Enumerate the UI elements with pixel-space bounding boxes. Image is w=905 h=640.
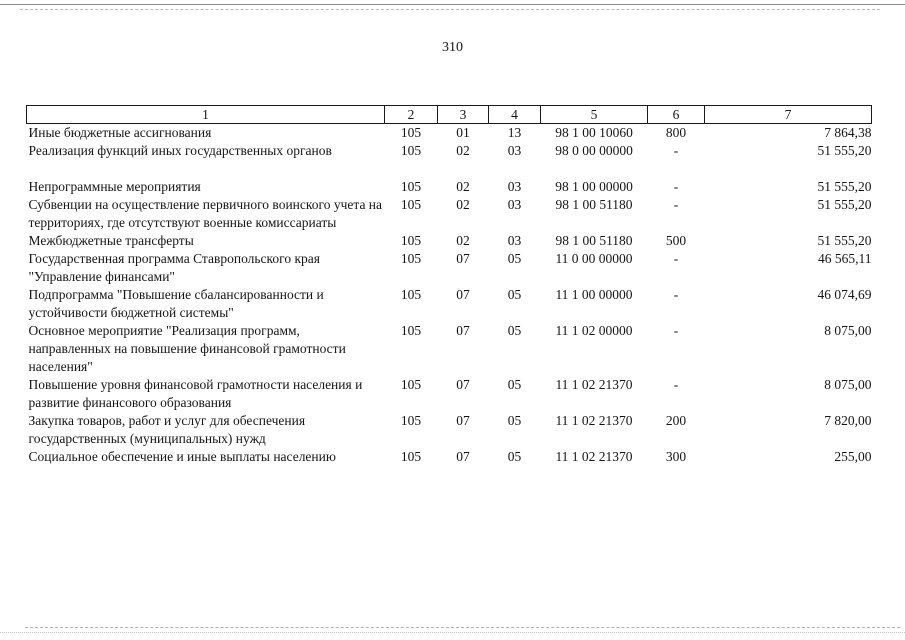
budget-table [26,105,872,466]
column-header-2: 2 [385,106,438,124]
row-name: Подпрограмма "Повышение сбалансированности и устойчивости бюджетной системы" [28,287,324,320]
row-col-6: - [673,197,679,212]
row-col-2: 105 [400,143,422,158]
row-spacer [27,160,872,178]
table-row [27,142,872,160]
row-col-3: 01 [456,125,470,140]
row-col-2: 105 [400,449,422,464]
table-row [27,250,872,286]
row-col-6: - [673,377,679,392]
row-col-2: 105 [400,233,422,248]
row-col-4: 05 [507,449,522,464]
table-row [27,448,872,466]
table-row [27,412,872,448]
row-col-3: 07 [456,413,470,428]
row-col-5: 11 1 02 00000 [555,323,633,338]
row-col-6: - [673,323,679,338]
scan-edge-top-faint [20,9,880,10]
row-amount: 51 555,20 [817,197,872,212]
row-col-3: 07 [456,449,470,464]
row-col-2: 105 [400,179,422,194]
row-col-6: 200 [665,413,687,428]
row-col-3: 07 [456,377,470,392]
row-col-6: - [673,287,679,302]
row-col-5: 11 0 00 00000 [555,251,633,266]
table-row [27,232,872,250]
row-amount: 7 864,38 [824,125,872,140]
row-col-2: 105 [400,287,422,302]
row-col-6: 300 [665,449,687,464]
row-col-2: 105 [400,251,422,266]
row-col-5: 98 1 00 10060 [555,125,633,140]
header-row [27,106,872,124]
row-name: Реализация функций иных государственных органов [28,143,332,158]
row-col-4: 03 [507,233,522,248]
row-col-4: 03 [507,197,522,212]
row-col-2: 105 [400,197,422,212]
row-col-5: 11 1 00 00000 [555,287,633,302]
row-col-3: 07 [456,251,470,266]
row-col-5: 98 1 00 00000 [555,179,633,194]
row-name: Межбюджетные трансферты [28,233,194,248]
row-amount: 8 075,00 [824,323,872,338]
column-header-4: 4 [489,106,541,124]
row-name: Иные бюджетные ассигнования [28,125,212,140]
scan-edge-bottom-faint [0,632,905,633]
row-amount: 46 074,69 [817,287,872,302]
row-name: Субвенции на осуществление первичного воинского учета на территориях, где отсутствуют военные комиссариаты [28,197,383,230]
table-row [27,286,872,322]
scan-edge-top [0,4,905,5]
row-col-4: 05 [507,377,522,392]
row-col-3: 02 [456,179,470,194]
row-col-5: 98 1 00 51180 [555,197,633,212]
row-col-6: 500 [665,233,687,248]
table-row [27,178,872,196]
scan-edge-bottom [25,627,900,628]
row-amount: 51 555,20 [817,233,872,248]
row-col-5: 11 1 02 21370 [555,413,633,428]
row-amount: 7 820,00 [824,413,872,428]
row-amount: 255,00 [834,449,872,464]
row-col-3: 07 [456,323,470,338]
row-col-2: 105 [400,323,422,338]
row-amount: 46 565,11 [818,251,872,266]
row-col-5: 98 0 00 00000 [555,143,633,158]
row-col-2: 105 [400,125,422,140]
row-col-4: 05 [507,251,522,266]
row-col-2: 105 [400,377,422,392]
row-col-4: 05 [507,323,522,338]
row-name: Повышение уровня финансовой грамотности населения и развитие финансового образования [28,377,363,410]
row-name: Непрограммные мероприятия [28,179,201,194]
table-row [27,196,872,232]
row-amount: 8 075,00 [824,377,872,392]
row-col-3: 02 [456,143,470,158]
column-header-7: 7 [705,106,872,124]
row-col-6: - [673,179,679,194]
row-col-6: - [673,251,679,266]
row-amount: 51 555,20 [817,179,872,194]
row-col-5: 98 1 00 51180 [555,233,633,248]
row-name: Закупка товаров, работ и услуг для обеспечения государственных (муниципальных) нужд [28,413,306,446]
row-col-4: 05 [507,287,522,302]
page-number: 310 [442,40,463,55]
table-row [27,124,872,143]
row-col-3: 02 [456,233,470,248]
row-col-4: 03 [507,179,522,194]
row-col-5: 11 1 02 21370 [555,377,633,392]
row-col-4: 03 [507,143,522,158]
column-header-1: 1 [27,106,385,124]
table-row [27,322,872,376]
row-col-3: 02 [456,197,470,212]
row-name: Основное мероприятие "Реализация программ, направленных на повышение финансовой грамотности населения" [28,323,346,374]
row-col-6: 800 [665,125,687,140]
row-name: Социальное обеспечение и иные выплаты населению [28,449,336,464]
column-header-6: 6 [648,106,705,124]
column-header-5: 5 [541,106,648,124]
row-col-4: 05 [507,413,522,428]
row-amount: 51 555,20 [817,143,872,158]
table-row [27,376,872,412]
row-col-3: 07 [456,287,470,302]
column-header-3: 3 [438,106,489,124]
row-col-5: 11 1 02 21370 [555,449,633,464]
row-col-2: 105 [400,413,422,428]
row-name: Государственная программа Ставропольского края "Управление финансами" [28,251,320,284]
row-col-6: - [673,143,679,158]
row-col-4: 13 [507,125,522,140]
